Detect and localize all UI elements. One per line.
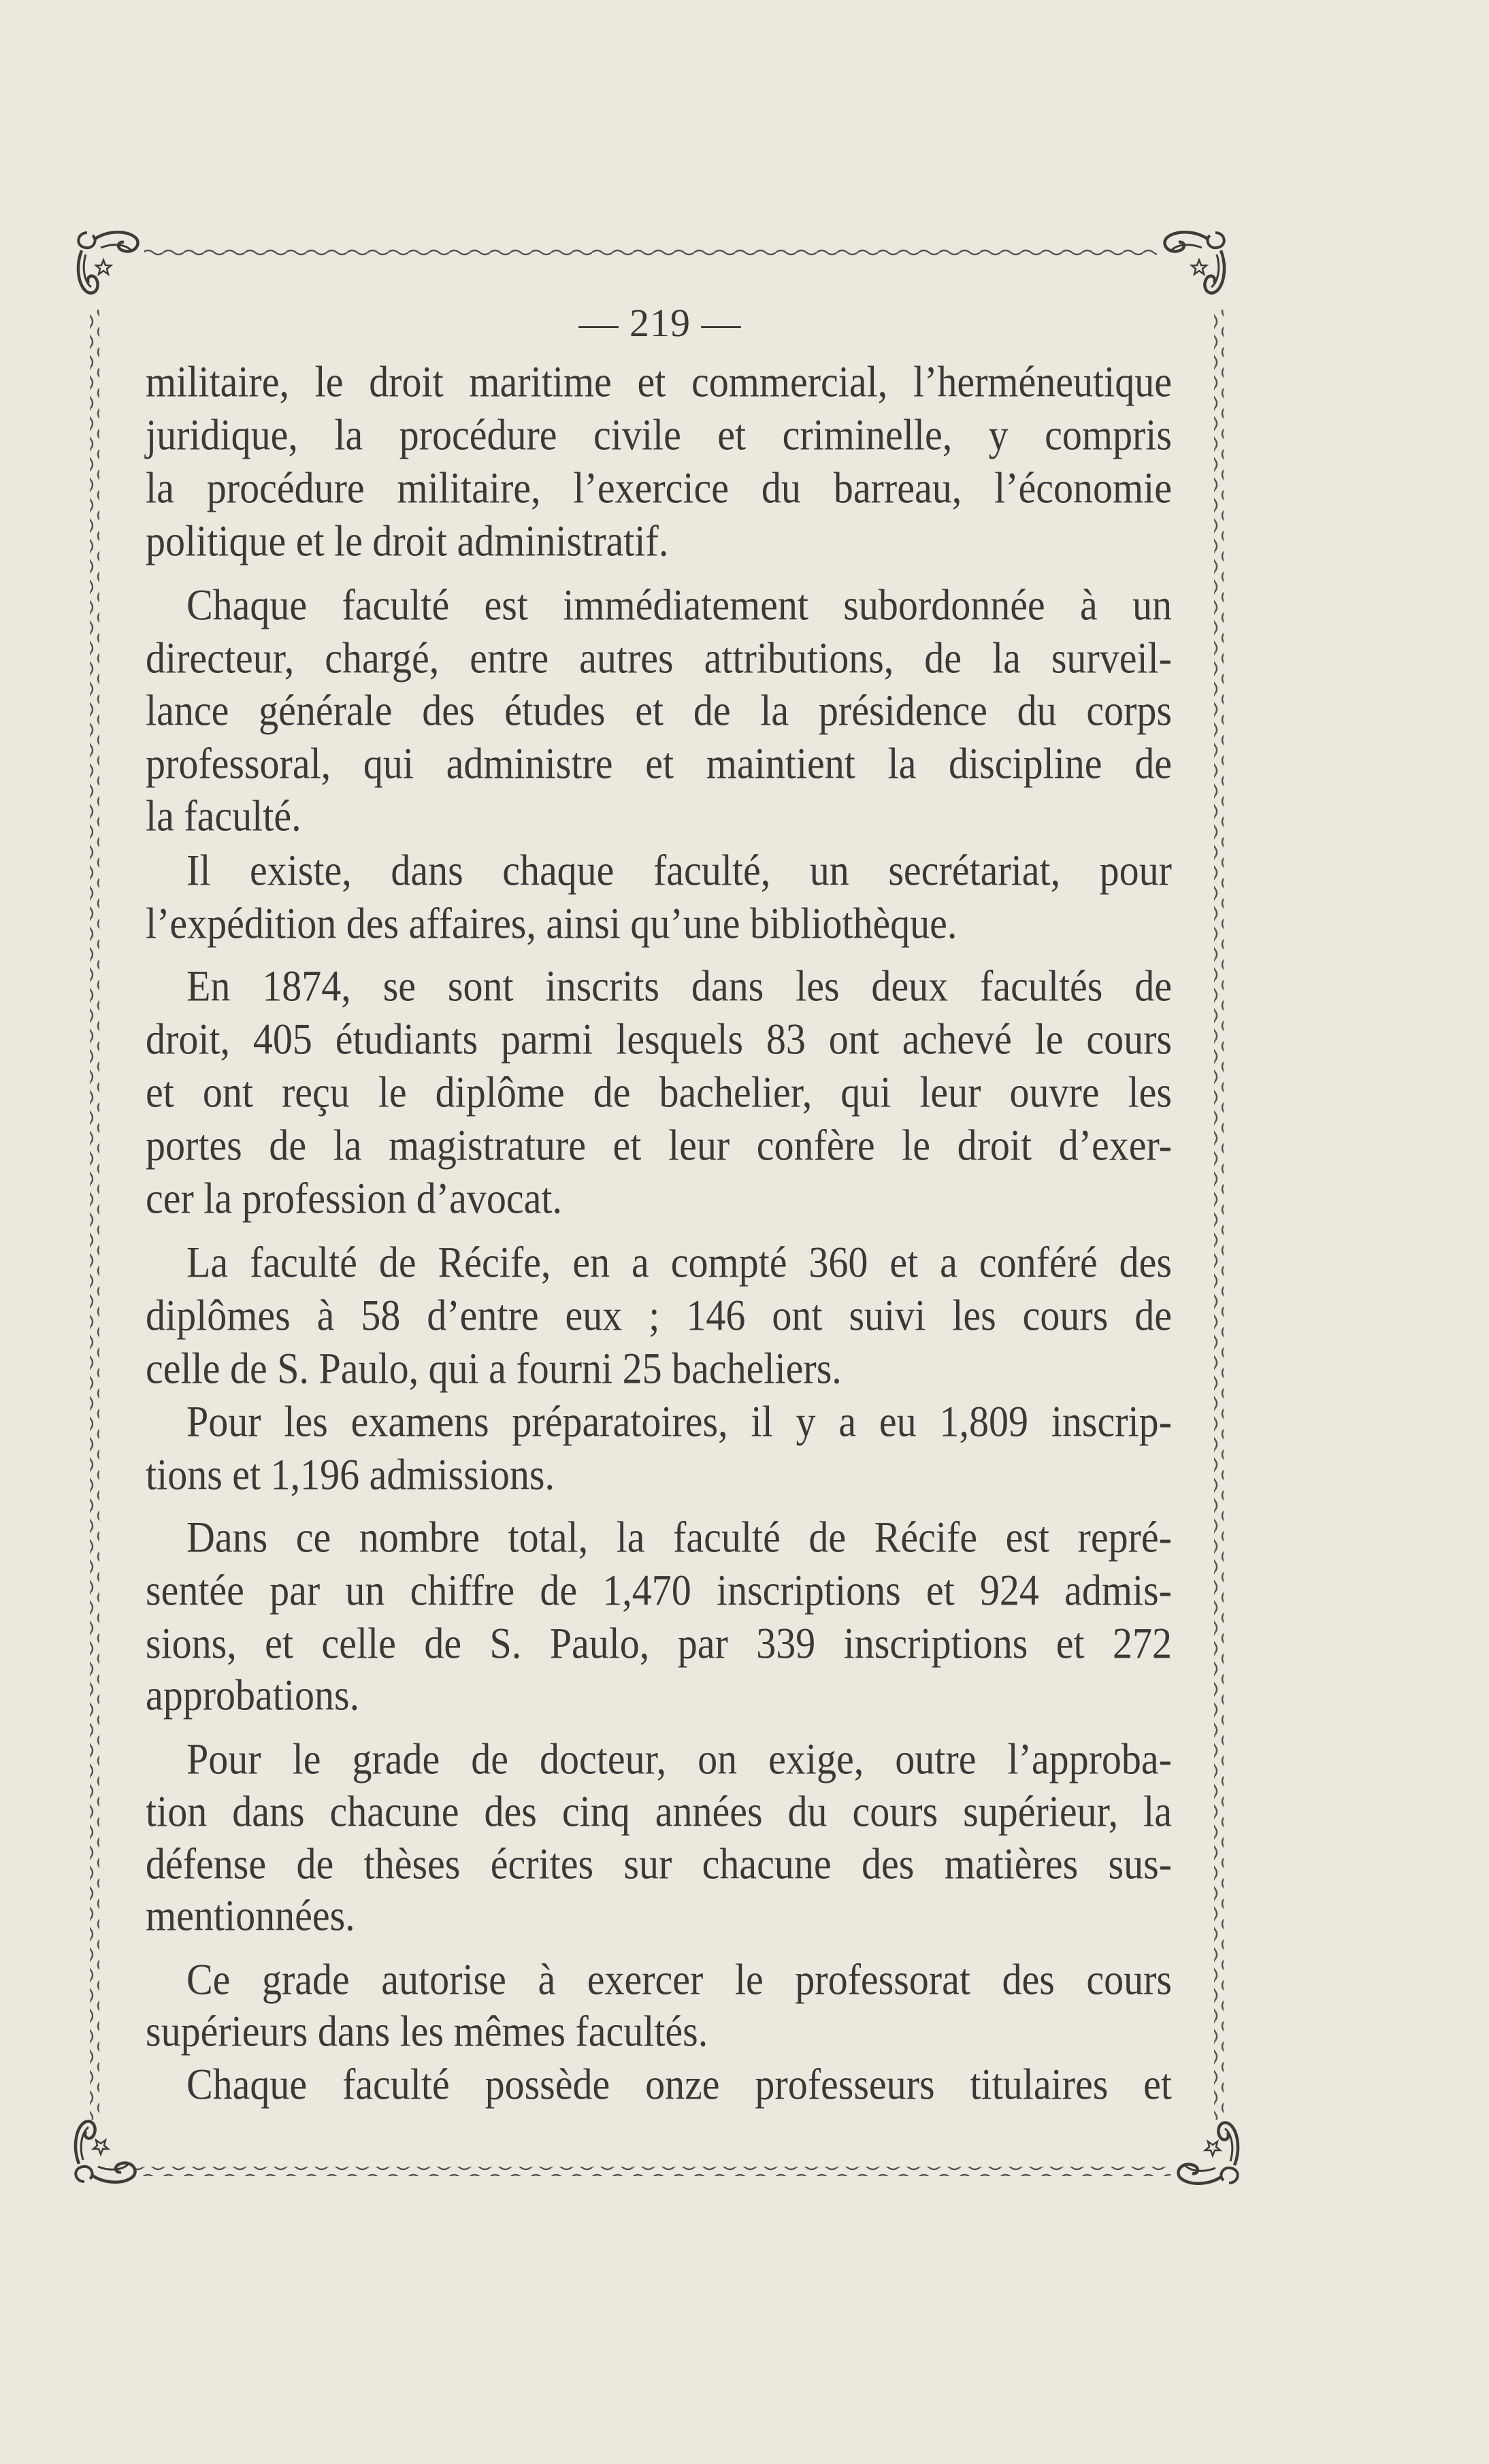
text-line: sions, et celle de S. Paulo, par 339 inscriptions et 272	[146, 1618, 1172, 1668]
text-line: défense de thèses écrites sur chacune des matières sus-	[146, 1839, 1172, 1888]
text-line: droit, 405 étudiants parmi lesquels 83 ont achevé le cours	[146, 1014, 1172, 1064]
border-bottom	[136, 2167, 1171, 2176]
text-line: directeur, chargé, entre autres attributions, de la surveil-	[146, 633, 1172, 683]
text-line: Il existe, dans chaque faculté, un secrétariat, pour	[186, 845, 1172, 895]
text-line: Pour les examens préparatoires, il y a eu 1,809 inscrip-	[186, 1396, 1172, 1446]
corner-flourish-bottom-right-icon	[1178, 2122, 1238, 2183]
text-line: l’expédition des affaires, ainsi qu’une bibliothèque.	[146, 898, 958, 948]
text-line: mentionnées.	[146, 1890, 355, 1940]
corner-flourish-bottom-left-icon	[76, 2121, 135, 2182]
text-line: En 1874, se sont inscrits dans les deux facultés de	[186, 961, 1172, 1011]
text-line: tion dans chacune des cinq années du cours supérieur, la	[146, 1786, 1172, 1836]
text-line: la faculté.	[146, 791, 301, 840]
text-line: la procédure militaire, l’exercice du barreau, l’économie	[146, 463, 1172, 512]
text-line: Chaque faculté possède onze professeurs titulaires et	[186, 2059, 1172, 2109]
text-line: tions et 1,196 admissions.	[146, 1449, 555, 1499]
page-number: — 219 —	[578, 301, 742, 345]
text-line: La faculté de Récife, en a compté 360 et a conféré des	[186, 1237, 1172, 1287]
corner-flourish-top-right-icon	[1164, 232, 1224, 293]
text-line: et ont reçu le diplôme de bachelier, qui leur ouvre les	[146, 1067, 1172, 1117]
text-line: cer la profession d’avocat.	[146, 1173, 562, 1223]
text-line: professoral, qui administre et maintient la discipline de	[146, 738, 1172, 788]
border-left	[90, 310, 99, 2120]
text-line: Ce grade autorise à exercer le professorat des cours	[186, 1954, 1172, 2004]
text-line: Pour le grade de docteur, on exige, outre l’approba-	[186, 1734, 1172, 1784]
border-right	[1214, 310, 1224, 2120]
text-line: celle de S. Paulo, qui a fourni 25 bacheliers.	[146, 1343, 842, 1393]
text-line: portes de la magistrature et leur confère le droit d’exer-	[146, 1120, 1172, 1170]
text-line: Chaque faculté est immédiatement subordonnée à un	[186, 580, 1172, 629]
corner-flourish-top-left-icon	[78, 232, 138, 293]
text-line: lance générale des études et de la présidence du corps	[146, 685, 1172, 735]
text-line: sentée par un chiffre de 1,470 inscriptions et 924 admis-	[146, 1565, 1172, 1615]
text-line: militaire, le droit maritime et commercial, l’herméneutique	[146, 357, 1172, 406]
text-line: juridique, la procédure civile et criminelle, y compris	[146, 410, 1172, 459]
border-top	[144, 249, 1157, 259]
text-line: diplômes à 58 d’entre eux ; 146 ont suivi les cours de	[146, 1290, 1172, 1340]
text-line: Dans ce nombre total, la faculté de Récife est repré-	[186, 1512, 1172, 1562]
text-line: politique et le droit administratif.	[146, 516, 669, 565]
text-line: approbations.	[146, 1670, 360, 1720]
text-line: supérieurs dans les mêmes facultés.	[146, 2006, 708, 2056]
